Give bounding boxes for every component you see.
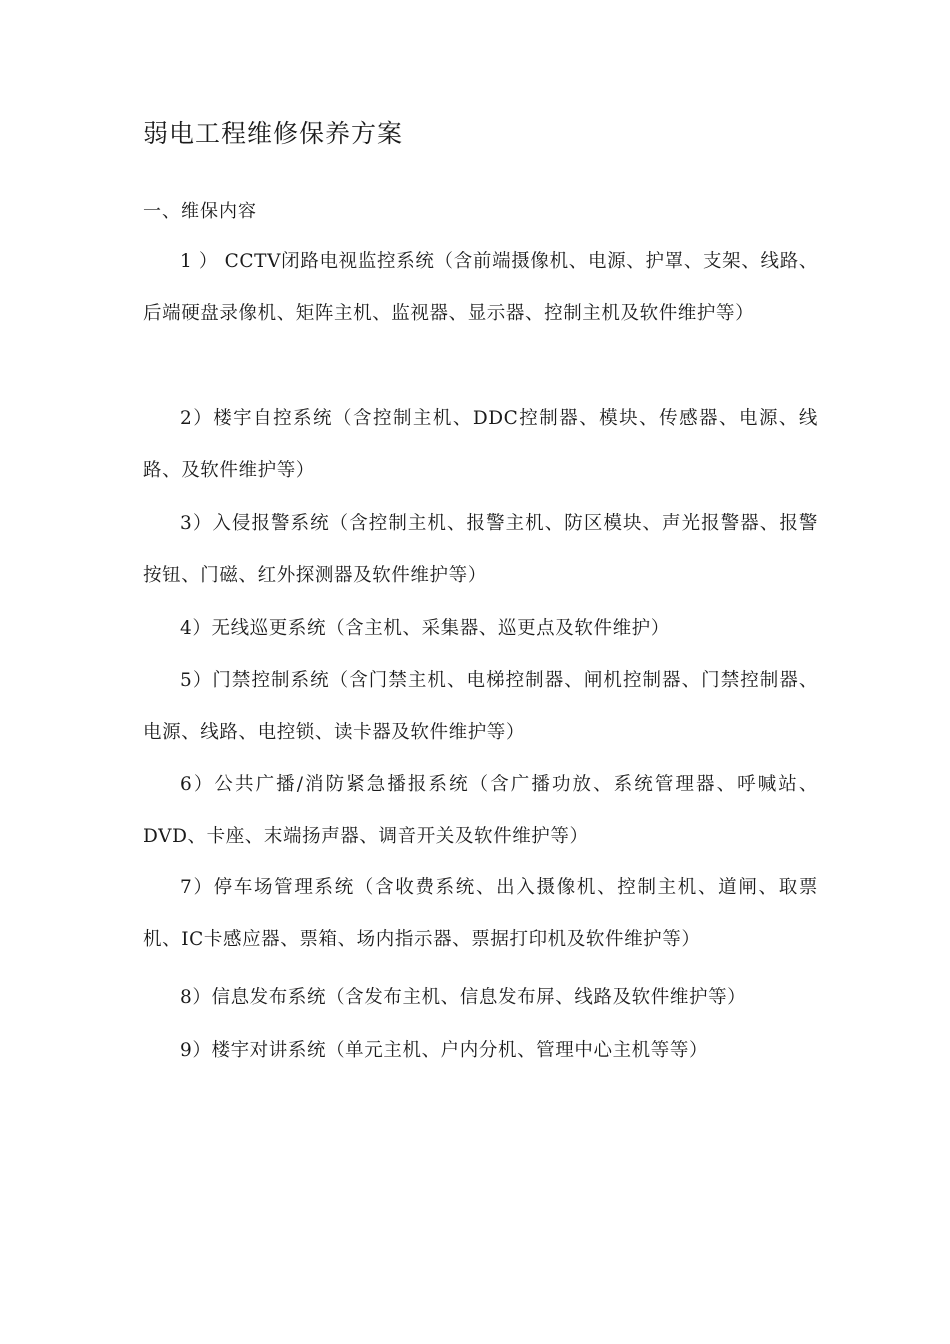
- list-item: 8）信息发布系统（含发布主机、信息发布屏、线路及软件维护等）: [180, 987, 747, 1008]
- list-item: 3）入侵报警系统（含控制主机、报警主机、防区模块、声光报警器、报警按钮、门磁、红外探测器及软件维护等）: [143, 513, 818, 586]
- document-title: 弱电工程维修保养方案: [143, 119, 404, 148]
- list-item: 2）楼宇自控系统（含控制主机、DDC控制器、模块、传感器、电源、线路、及软件维护等）: [143, 408, 818, 481]
- list-item: 4）无线巡更系统（含主机、采集器、巡更点及软件维护）: [180, 618, 670, 639]
- list-item: 1 ） CCTV闭路电视监控系统（含前端摄像机、电源、护罩、支架、线路、后端硬盘录像机、矩阵主机、监视器、显示器、控制主机及软件维护等）: [143, 251, 818, 324]
- list-item: 7）停车场管理系统（含收费系统、出入摄像机、控制主机、道闸、取票机、IC卡感应器、票箱、场内指示器、票据打印机及软件维护等）: [143, 877, 818, 950]
- list-item: 9）楼宇对讲系统（单元主机、户内分机、管理中心主机等等）: [180, 1040, 709, 1061]
- section-heading: 一、维保内容: [143, 201, 257, 222]
- list-item: 6）公共广播/消防紧急播报系统（含广播功放、系统管理器、呼喊站、DVD、卡座、末端扬声器、调音开关及软件维护等）: [143, 774, 818, 847]
- list-item: 5）门禁控制系统（含门禁主机、电梯控制器、闸机控制器、门禁控制器、电源、线路、电控锁、读卡器及软件维护等）: [143, 670, 818, 743]
